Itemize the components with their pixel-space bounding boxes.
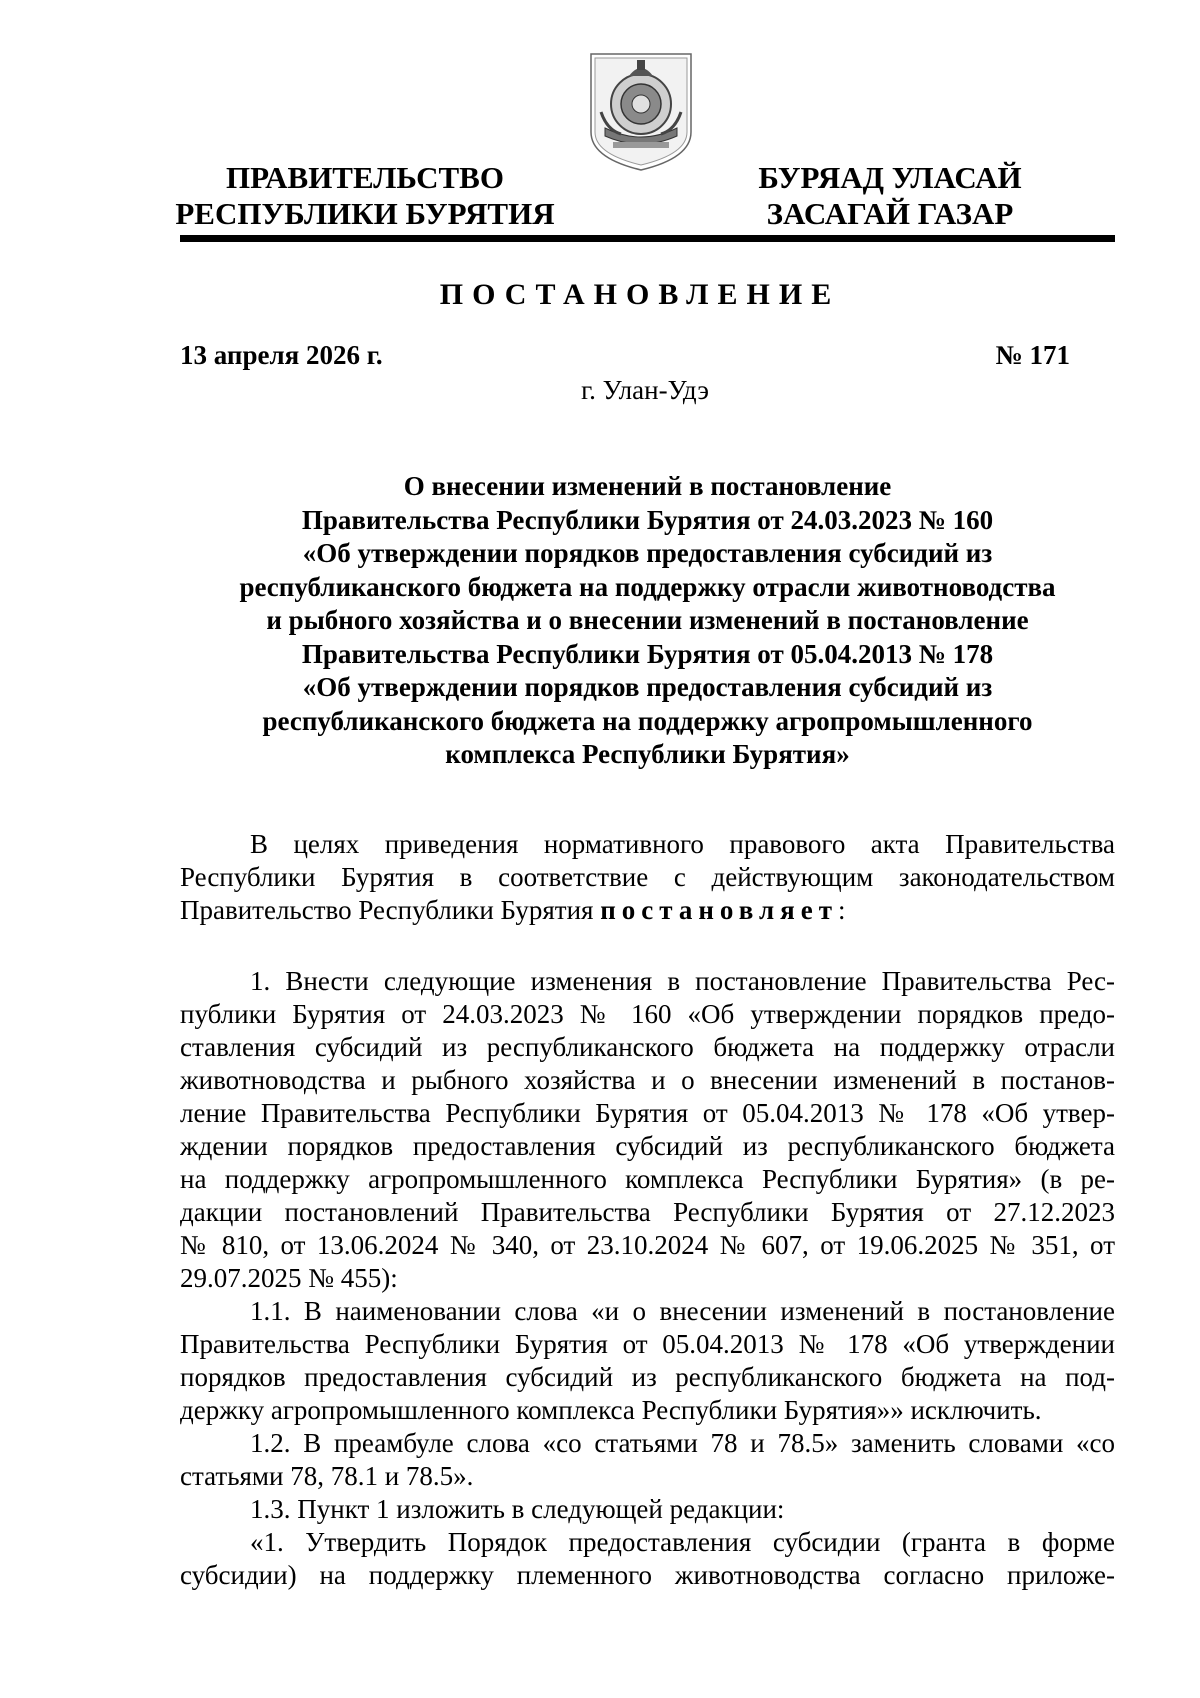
title-line: Правительства Республики Бурятия от 05.04.2013 № 178 — [301, 638, 994, 669]
text-line: В целях приведения нормативного правового акта Правительства — [250, 829, 1115, 859]
title-line: комплекса Республики Бурятия» — [445, 739, 850, 769]
text-line: субсидии) на поддержку племенного животноводства согласно приложе- — [180, 1560, 1115, 1590]
org-ru-line-2: РЕСПУБЛИКИ БУРЯТИЯ — [175, 196, 555, 231]
text-line: 1. Внести следующие изменения в постановление Правительства Рес- — [250, 966, 1115, 996]
org-ru-line-1: ПРАВИТЕЛЬСТВО — [226, 160, 504, 195]
title-line: республиканского бюджета на поддержку агропромышленного — [262, 705, 1033, 736]
text-line: на поддержку агропромышленного комплекса Республики Бурятия» (в ре- — [180, 1164, 1115, 1194]
text-line: статьями 78, 78.1 и 78.5». — [180, 1461, 474, 1491]
document-city: г. Улан-Удэ — [581, 375, 709, 405]
title-line: «Об утверждении порядков предоставления субсидий из — [302, 538, 993, 568]
text-line — [180, 894, 1115, 927]
title-line: «Об утверждении порядков предоставления субсидий из — [302, 672, 993, 702]
title-line: республиканского бюджета на поддержку отрасли животноводства — [239, 571, 1056, 602]
org-name-russian — [175, 160, 555, 232]
paragraph-1-2 — [180, 1427, 1115, 1493]
preamble-prefix: Правительство Республики Бурятия — [180, 895, 601, 925]
title-line: и рыбного хозяйства и о внесении изменений в постановление — [266, 605, 1029, 635]
text-line: «1. Утвердить Порядок предоставления субсидии (гранта в форме — [250, 1527, 1115, 1557]
resolves-verb: постановляет — [600, 895, 838, 925]
text-line: ставления субсидий из республиканского бюджета на поддержку отрасли — [180, 1032, 1115, 1062]
org-name-buryat — [740, 160, 1040, 232]
document-date: 13 апреля 2026 г. — [180, 340, 383, 370]
text-line: ждении порядков предоставления субсидий из республиканского бюджета — [180, 1131, 1115, 1161]
text-line: держку агропромышленного комплекса Республики Бурятия»» исключить. — [180, 1395, 1042, 1425]
text-line: 1.3. Пункт 1 изложить в следующей редакции: — [250, 1494, 785, 1524]
document-title — [180, 470, 1115, 772]
text-line: 1.1. В наименовании слова «и о внесении изменений в постановление — [250, 1296, 1115, 1326]
text-line: публики Бурятия от 24.03.2023 № 160 «Об утверждении порядков предо- — [180, 999, 1115, 1029]
text-line: Республики Бурятия в соответствие с действующим законодательством — [180, 862, 1115, 892]
document-type: ПОСТАНОВЛЕНИЕ — [439, 278, 841, 311]
org-bua-line-1: БУРЯАД УЛАСАЙ — [758, 160, 1022, 195]
preamble-paragraph — [180, 828, 1115, 927]
text-line: 29.07.2025 № 455): — [180, 1263, 398, 1293]
document-number: № 171 — [995, 340, 1070, 370]
header-divider — [180, 235, 1115, 242]
coat-of-arms-icon — [585, 46, 697, 174]
text-line: Правительства Республики Бурятия от 05.04.2013 № 178 «Об утверждении — [180, 1329, 1115, 1359]
title-line: О внесении изменений в постановление — [403, 471, 892, 501]
text-line: ление Правительства Республики Бурятия от 05.04.2013 № 178 «Об утвер- — [180, 1098, 1115, 1128]
text-line: 1.2. В преамбуле слова «со статьями 78 и 78.5» заменить словами «со — [250, 1428, 1115, 1458]
paragraph-quote — [180, 1526, 1115, 1592]
text-line: № 810, от 13.06.2024 № 340, от 23.10.2024 № 607, от 19.06.2025 № 351, от — [180, 1230, 1115, 1260]
paragraph-1 — [180, 965, 1115, 1295]
paragraph-1-1 — [180, 1295, 1115, 1427]
org-bua-line-2: ЗАСАГАЙ ГАЗАР — [766, 196, 1014, 231]
text-line: дакции постановлений Правительства Республики Бурятия от 27.12.2023 — [180, 1197, 1115, 1227]
title-line: Правительства Республики Бурятия от 24.03.2023 № 160 — [301, 504, 994, 535]
preamble-suffix: : — [837, 895, 846, 925]
text-line: животноводства и рыбного хозяйства и о внесении изменений в постанов- — [180, 1065, 1115, 1095]
text-line: порядков предоставления субсидий из республиканского бюджета на под- — [180, 1362, 1115, 1392]
paragraph-1-3 — [180, 1493, 1115, 1526]
